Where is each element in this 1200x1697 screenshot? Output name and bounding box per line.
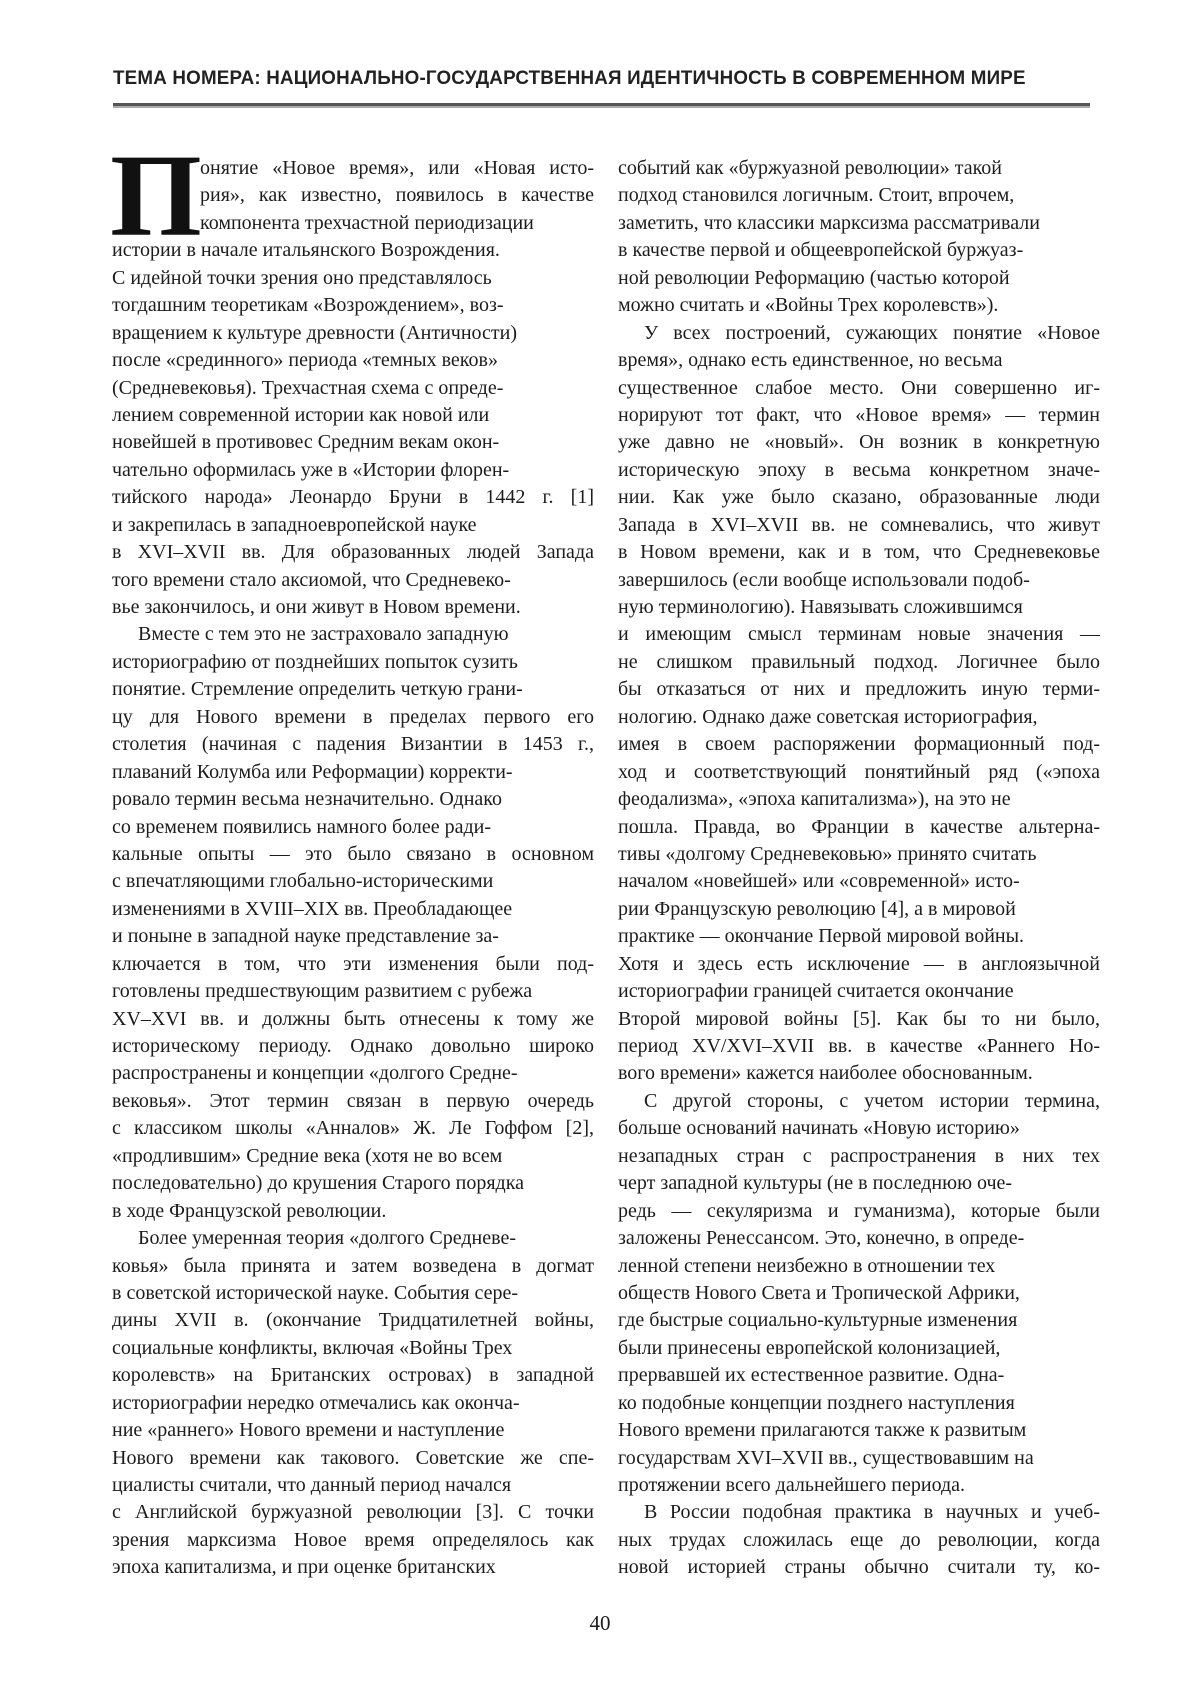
text-line <box>112 1499 594 1526</box>
text-line <box>618 1335 1100 1362</box>
text-line-content: и поныне в западной науке представление за- <box>112 923 499 950</box>
text-line-content: понятие. Стремление определить четкую грани- <box>112 676 523 703</box>
text-line <box>618 210 1100 237</box>
text-line <box>112 1390 594 1417</box>
text-line-content: цу для Нового времени в пределах первого его <box>112 704 594 731</box>
text-line-content: незападных стран с распространения в них тех <box>618 1143 1100 1170</box>
text-line <box>618 155 1100 182</box>
text-line <box>112 402 594 429</box>
text-line-content: событий как «буржуазной революции» такой <box>618 155 1002 182</box>
text-line <box>112 676 594 703</box>
text-line <box>618 923 1100 950</box>
text-line <box>618 896 1100 923</box>
text-line <box>618 375 1100 402</box>
text-line-content: подход становился логичным. Стоит, впрочем, <box>618 182 1014 209</box>
text-line-content: период XV/XVI–XVII вв. в качестве «Раннего Но- <box>618 1033 1100 1060</box>
text-line-content: С идейной точки зрения оно представлялось <box>112 265 492 292</box>
text-line-content: лением современной истории как новой или <box>112 402 489 429</box>
text-line <box>618 567 1100 594</box>
text-line <box>112 1006 594 1033</box>
text-line <box>618 512 1100 539</box>
text-line-content: после «срединного» периода «темных веков» <box>112 347 498 374</box>
text-line <box>618 265 1100 292</box>
text-line <box>618 320 1100 347</box>
text-line-content: распространены и концепции «долгого Средне- <box>112 1060 518 1087</box>
text-line-content: рии Французскую революцию [4], а в мировой <box>618 896 1016 923</box>
text-line <box>112 1253 594 1280</box>
text-line <box>112 512 594 539</box>
text-line-content: черт западной культуры (не в последнюю оче- <box>618 1170 1012 1197</box>
text-line <box>618 1362 1100 1389</box>
text-line <box>112 1280 594 1307</box>
column-left <box>112 155 594 1582</box>
text-line-content: тивы «долгому Средневековью» принято считать <box>618 841 1037 868</box>
text-line-content: онятие «Новое время», или «Новая исто- <box>200 155 594 182</box>
text-line-content: можно считать и «Войны Трех королевств»). <box>618 292 998 319</box>
text-line-content: ко подобные концепции позднего наступления <box>618 1390 1015 1417</box>
text-line-content: ных трудах сложилась еще до революции, когда <box>618 1527 1100 1554</box>
text-line-content: историческую эпоху в весьма конкретном значе- <box>618 457 1100 484</box>
text-line <box>112 1472 594 1499</box>
text-line <box>618 1472 1100 1499</box>
text-line <box>618 1170 1100 1197</box>
text-line-content: социальные конфликты, включая «Войны Трех <box>112 1335 512 1362</box>
drop-cap: П <box>110 146 202 246</box>
text-line <box>112 594 594 621</box>
text-line <box>112 1445 594 1472</box>
text-line-content: Второй мировой войны [5]. Как бы то ни было, <box>618 1006 1100 1033</box>
text-line-content: ковья» была принята и затем возведена в догмат <box>112 1253 594 1280</box>
text-line <box>618 676 1100 703</box>
text-line-content: Более умеренная теория «долгого Средневе- <box>138 1225 516 1252</box>
text-line-content: государствам XVI–XVII вв., существовавшим на <box>618 1445 1034 1472</box>
text-line-content: ную терминологию). Навязывать сложившимся <box>618 594 1023 621</box>
text-line-content: нологию. Однако даже советская историография, <box>618 704 1038 731</box>
text-line-content: бы отказаться от них и предложить иную терми- <box>618 676 1100 703</box>
text-line-content: компонента трехчастной периодизации <box>200 210 534 237</box>
text-line-content: С другой стороны, с учетом истории термина, <box>644 1088 1100 1115</box>
text-line-content: последовательно) до крушения Старого порядка <box>112 1170 524 1197</box>
text-line <box>112 978 594 1005</box>
text-line <box>618 731 1100 758</box>
text-line <box>112 210 594 237</box>
text-line-content: заложены Ренессансом. Это, конечно, в опреде- <box>618 1225 1024 1252</box>
text-line <box>618 429 1100 456</box>
text-line <box>112 896 594 923</box>
text-line <box>618 786 1100 813</box>
text-line-content: того времени стало аксиомой, что Средневеко- <box>112 567 511 594</box>
text-line-content: историческому периоду. Однако довольно широко <box>112 1033 594 1060</box>
text-line <box>618 841 1100 868</box>
text-line <box>112 320 594 347</box>
text-line-content: (Средневековья). Трехчастная схема с опреде- <box>112 375 503 402</box>
text-line <box>112 292 594 319</box>
text-line <box>112 347 594 374</box>
text-line-content: вращением к культуре древности (Античности) <box>112 320 517 347</box>
text-line <box>112 429 594 456</box>
text-line-content: Нового времени как такового. Советские же спе- <box>112 1445 594 1472</box>
text-line-content: историографию от позднейших попыток сузить <box>112 649 518 676</box>
text-line <box>112 731 594 758</box>
text-line-content: изменениями в XVIII–XIX вв. Преобладающее <box>112 896 512 923</box>
header-rule <box>113 103 1090 108</box>
text-line-content: и имеющим смысл терминам новые значения — <box>618 621 1100 648</box>
text-line <box>618 814 1100 841</box>
text-line-content: плаваний Колумба или Реформации) корректи- <box>112 759 513 786</box>
text-line-content: столетия (начиная с падения Византии в 1453 г., <box>112 731 594 758</box>
text-line <box>112 649 594 676</box>
text-line-content: тогдашним теоретикам «Возрождением», воз- <box>112 292 504 319</box>
text-line <box>618 1445 1100 1472</box>
text-line <box>618 1088 1100 1115</box>
text-line-content: ключается в том, что эти изменения были под- <box>112 951 594 978</box>
text-line-content: с Английской буржуазной революции [3]. С точки <box>112 1499 594 1526</box>
text-line-content: эпоха капитализма, и при оценке британских <box>112 1554 496 1581</box>
text-line-content: историографии нередко отмечались как оконча- <box>112 1390 520 1417</box>
column-right <box>618 155 1100 1582</box>
text-line-content: практике — окончание Первой мировой войны. <box>618 923 1024 950</box>
text-line <box>618 1417 1100 1444</box>
text-line <box>112 484 594 511</box>
text-line-content: вого времени» кажется наиболее обоснованным. <box>618 1060 1033 1087</box>
text-line <box>618 759 1100 786</box>
text-line <box>618 1499 1100 1526</box>
text-line-content: историографии границей считается окончание <box>618 978 1014 1005</box>
text-line-content: XV–XVI вв. и должны быть отнесены к тому же <box>112 1006 594 1033</box>
text-line <box>112 237 594 264</box>
text-line-content: больше оснований начинать «Новую историю» <box>618 1115 1020 1142</box>
text-line-content: и закрепилась в западноевропейской науке <box>112 512 477 539</box>
text-line-content: обществ Нового Света и Тропической Африки, <box>618 1280 1020 1307</box>
text-line-content: существенное слабое место. Они совершенно иг- <box>618 375 1100 402</box>
text-line-content: истории в начале итальянского Возрождения. <box>112 237 500 264</box>
text-line <box>112 1225 594 1252</box>
text-line-content: с впечатляющими глобально-историческими <box>112 868 493 895</box>
text-line-content: со временем появились намного более ради- <box>112 814 491 841</box>
text-line-content: зрения марксизма Новое время определялось как <box>112 1527 594 1554</box>
text-line <box>112 786 594 813</box>
text-line-content: в XVI–XVII вв. Для образованных людей Запада <box>112 539 594 566</box>
text-line-content: чательно оформилась уже в «Истории флорен- <box>112 457 509 484</box>
text-line <box>618 402 1100 429</box>
text-line <box>112 457 594 484</box>
text-line <box>112 1115 594 1142</box>
text-line <box>112 155 594 182</box>
text-line-content: имея в своем распоряжении формационный под- <box>618 731 1100 758</box>
text-line-content: Запада в XVI–XVII вв. не сомневались, что живут <box>618 512 1100 539</box>
text-line <box>112 1307 594 1334</box>
text-line-content: нии. Как уже было сказано, образованные люди <box>618 484 1100 511</box>
text-line-content: У всех построений, сужающих понятие «Новое <box>644 320 1100 347</box>
text-line <box>618 1527 1100 1554</box>
text-line-content: вье закончилось, и они живут в Новом времени. <box>112 594 521 621</box>
text-line <box>112 621 594 648</box>
text-line-content: в Новом времени, как и в том, что Средневековье <box>618 539 1100 566</box>
text-line-content: Хотя и здесь есть исключение — в англоязычной <box>618 951 1100 978</box>
text-line-content: кальные опыты — это было связано в основном <box>112 841 594 868</box>
text-line-content: «продлившим» Средние века (хотя не во всем <box>112 1143 502 1170</box>
text-line-content: в качестве первой и общеевропейской буржуаз- <box>618 237 1023 264</box>
text-line <box>618 1033 1100 1060</box>
text-line <box>112 759 594 786</box>
text-line <box>112 265 594 292</box>
text-line-content: завершилось (если вообще использовали подоб- <box>618 567 1030 594</box>
text-line-content: заметить, что классики марксизма рассматривали <box>618 210 1040 237</box>
text-line-content: новой историей страны обычно считали ту, ко- <box>618 1554 1100 1581</box>
text-line <box>618 1307 1100 1334</box>
text-line-content: прервавшей их естественное развитие. Одна- <box>618 1362 1004 1389</box>
text-line <box>618 484 1100 511</box>
text-line <box>112 1088 594 1115</box>
text-line <box>618 649 1100 676</box>
text-line-content: началом «новейшей» или «современной» исто- <box>618 868 1020 895</box>
text-line <box>112 1198 594 1225</box>
running-header: ТЕМА НОМЕРА: НАЦИОНАЛЬНО-ГОСУДАРСТВЕННАЯ ИДЕНТИЧНОСТЬ В СОВРЕМЕННОМ МИРЕ <box>113 68 1015 90</box>
text-line-content: были принесены европейской колонизацией, <box>618 1335 1000 1362</box>
text-line <box>112 951 594 978</box>
text-line <box>112 1335 594 1362</box>
text-line <box>618 868 1100 895</box>
text-line <box>112 868 594 895</box>
text-line-content: В России подобная практика в научных и учеб- <box>644 1499 1100 1526</box>
text-line-content: рия», как известно, появилось в качестве <box>200 182 594 209</box>
text-line <box>618 1060 1100 1087</box>
text-line <box>112 1170 594 1197</box>
text-line <box>112 1527 594 1554</box>
page-number: 40 <box>0 1611 1200 1636</box>
text-line <box>112 1362 594 1389</box>
text-line <box>618 1006 1100 1033</box>
text-line <box>618 1225 1100 1252</box>
text-line-content: протяжении всего дальнейшего периода. <box>618 1472 965 1499</box>
text-line <box>618 1198 1100 1225</box>
text-line <box>618 594 1100 621</box>
text-line <box>618 1280 1100 1307</box>
text-line-content: в ходе Французской революции. <box>112 1198 386 1225</box>
text-line-content: ровало термин весьма незначительно. Однако <box>112 786 502 813</box>
text-line <box>618 539 1100 566</box>
text-line <box>618 292 1100 319</box>
text-line <box>618 1390 1100 1417</box>
text-line <box>112 1143 594 1170</box>
text-line-content: вековья». Этот термин связан в первую очередь <box>112 1088 594 1115</box>
text-line-content: ход и соответствующий понятийный ряд («эпоха <box>618 759 1100 786</box>
text-line-content: новейшей в противовес Средним векам окон- <box>112 429 499 456</box>
text-line <box>618 978 1100 1005</box>
text-line-content: ние «раннего» Нового времени и наступление <box>112 1417 504 1444</box>
text-line-content: ной революции Реформацию (частью которой <box>618 265 1010 292</box>
text-line-content: готовлены предшествующим развитием с рубежа <box>112 978 532 1005</box>
text-line-content: не слишком правильный подход. Логичнее было <box>618 649 1100 676</box>
text-line-content: норируют тот факт, что «Новое время» — термин <box>618 402 1100 429</box>
text-line <box>112 1033 594 1060</box>
text-line-content: пошла. Правда, во Франции в качестве альтерна- <box>618 814 1100 841</box>
text-line-content: ленной степени неизбежно в отношении тех <box>618 1253 995 1280</box>
text-line <box>112 841 594 868</box>
text-line <box>112 567 594 594</box>
text-line <box>618 704 1100 731</box>
text-line <box>618 621 1100 648</box>
text-line-content: с классиком школы «Анналов» Ж. Ле Гоффом [2], <box>112 1115 594 1142</box>
text-line <box>618 457 1100 484</box>
text-line <box>618 1554 1100 1581</box>
text-line <box>112 1554 594 1581</box>
text-line <box>112 182 594 209</box>
text-line-content: феодализма», «эпоха капитализма»), на это не <box>618 786 1011 813</box>
text-line-content: время», однако есть единственное, но весьма <box>618 347 1003 374</box>
text-line-content: уже давно не «новый». Он возник в конкретную <box>618 429 1100 456</box>
text-line <box>618 237 1100 264</box>
text-line-content: в советской исторической науке. События сере- <box>112 1280 518 1307</box>
text-line <box>112 814 594 841</box>
text-line-content: тийского народа» Леонардо Бруни в 1442 г. [1] <box>112 484 594 511</box>
text-line-content: редь — секуляризма и гуманизма), которые были <box>618 1198 1100 1225</box>
text-line <box>112 1417 594 1444</box>
text-line <box>112 923 594 950</box>
text-line <box>112 375 594 402</box>
text-line-content: Вместе с тем это не застраховало западную <box>138 621 509 648</box>
text-line-content: дины XVII в. (окончание Тридцатилетней войны, <box>112 1307 594 1334</box>
text-line <box>618 1143 1100 1170</box>
text-line-content: где быстрые социально-культурные изменения <box>618 1307 1017 1334</box>
text-line <box>112 704 594 731</box>
text-line <box>618 182 1100 209</box>
text-line <box>618 951 1100 978</box>
text-line <box>112 1060 594 1087</box>
text-line-content: Нового времени прилагаются также к развитым <box>618 1417 1026 1444</box>
text-line <box>618 347 1100 374</box>
text-line <box>618 1253 1100 1280</box>
text-line <box>618 1115 1100 1142</box>
text-line-content: королевств» на Британских островах) в западной <box>112 1362 594 1389</box>
text-line-content: циалисты считали, что данный период начался <box>112 1472 511 1499</box>
text-line <box>112 539 594 566</box>
